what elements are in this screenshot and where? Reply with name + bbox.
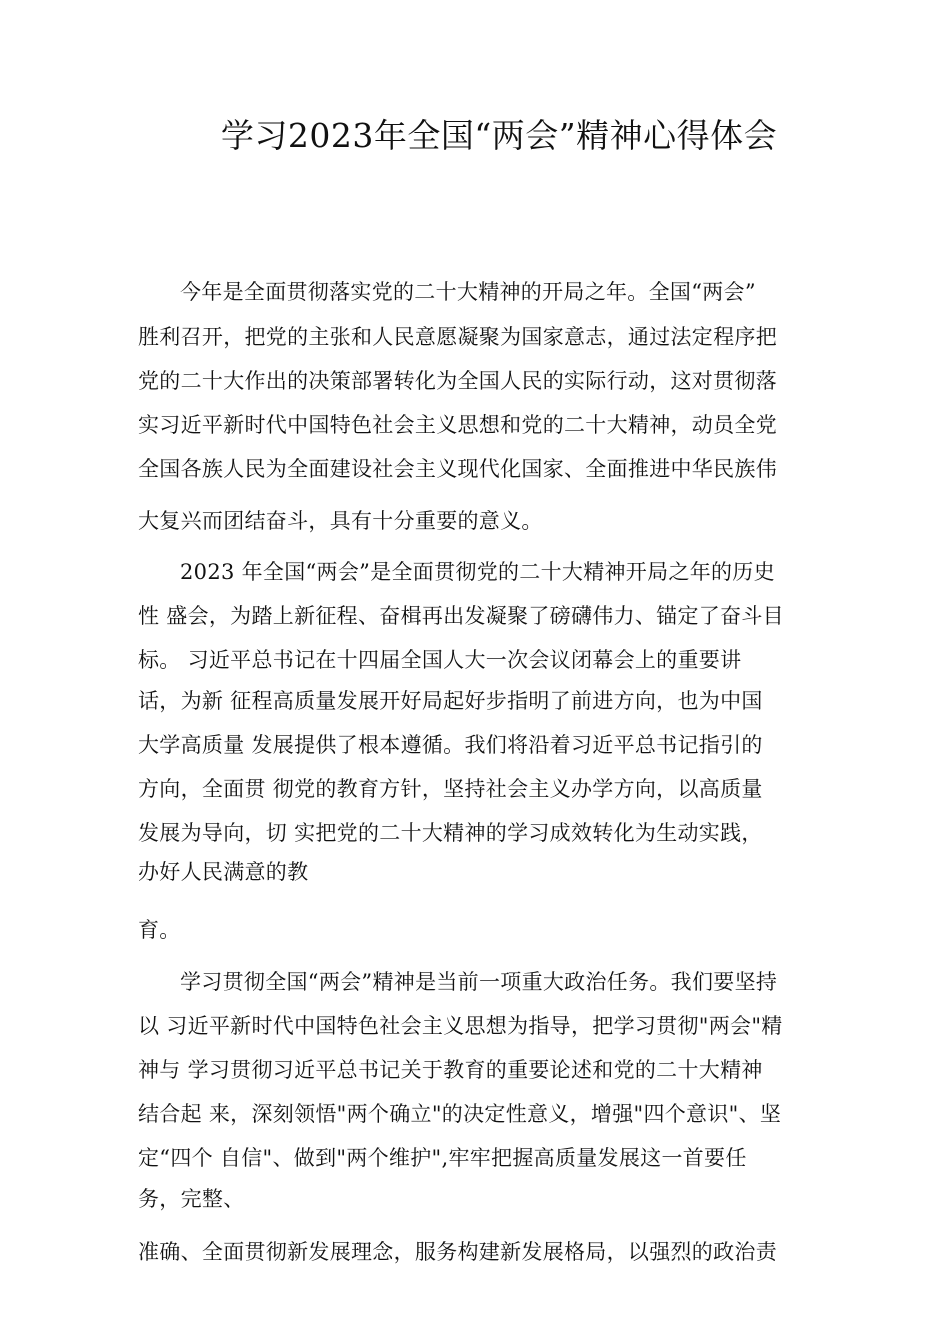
text-line: 性 盛会，为踏上新征程、奋楫再出发凝聚了磅礴伟力、锚定了奋斗目: [138, 604, 784, 628]
text-line: 胜利召开，把党的主张和人民意愿凝聚为国家意志，通过法定程序把: [138, 325, 777, 349]
text-line: 标。 习近平总书记在十四届全国人大一次会议闭幕会上的重要讲: [138, 648, 742, 672]
text-line: 以 习近平新时代中国特色社会主义思想为指导，把学习贯彻"两会"精: [138, 1014, 783, 1038]
text-line: 准确、全面贯彻新发展理念，服务构建新发展格局，以强烈的政治责: [138, 1240, 777, 1264]
document-title: 学习2023年全国“两会”精神心得体会: [220, 116, 778, 155]
text-line: 神与 学习贯彻习近平总书记关于教育的重要论述和党的二十大精神: [138, 1058, 763, 1082]
text-line: 育。: [138, 918, 181, 942]
text-line: 学习贯彻全国“两会”精神是当前一项重大政治任务。我们要坚持: [180, 970, 778, 994]
text-line: 大学高质量 发展提供了根本遵循。我们将沿着习近平总书记指引的: [138, 733, 763, 757]
text-line: 全国各族人民为全面建设社会主义现代化国家、全面推进中华民族伟: [138, 457, 777, 481]
text-line: 2023 年全国“两会”是全面贯彻党的二十大精神开局之年的历史: [180, 560, 775, 584]
text-line: 实习近平新时代中国特色社会主义思想和党的二十大精神，动员全党: [138, 413, 777, 437]
text-line: 话，为新 征程高质量发展开好局起好步指明了前进方向，也为中国: [138, 689, 763, 713]
text-line: 今年是全面贯彻落实党的二十大精神的开局之年。全国“两会”: [180, 280, 756, 304]
text-line: 大复兴而团结奋斗，具有十分重要的意义。: [138, 509, 543, 533]
text-line: 发展为导向，切 实把党的二十大精神的学习成效转化为生动实践，: [138, 821, 763, 845]
text-line: 定“四个 自信"、做到"两个维护",牢牢把握高质量发展这一首要任: [138, 1146, 747, 1170]
text-line: 办好人民满意的教: [138, 860, 309, 884]
text-line: 务，完整、: [138, 1187, 245, 1211]
text-line: 结合起 来，深刻领悟"两个确立"的决定性意义，增强"四个意识"、坚: [138, 1102, 782, 1126]
text-line: 党的二十大作出的决策部署转化为全国人民的实际行动，这对贯彻落: [138, 369, 777, 393]
text-line: 方向，全面贯 彻党的教育方针，坚持社会主义办学方向，以高质量: [138, 777, 763, 801]
